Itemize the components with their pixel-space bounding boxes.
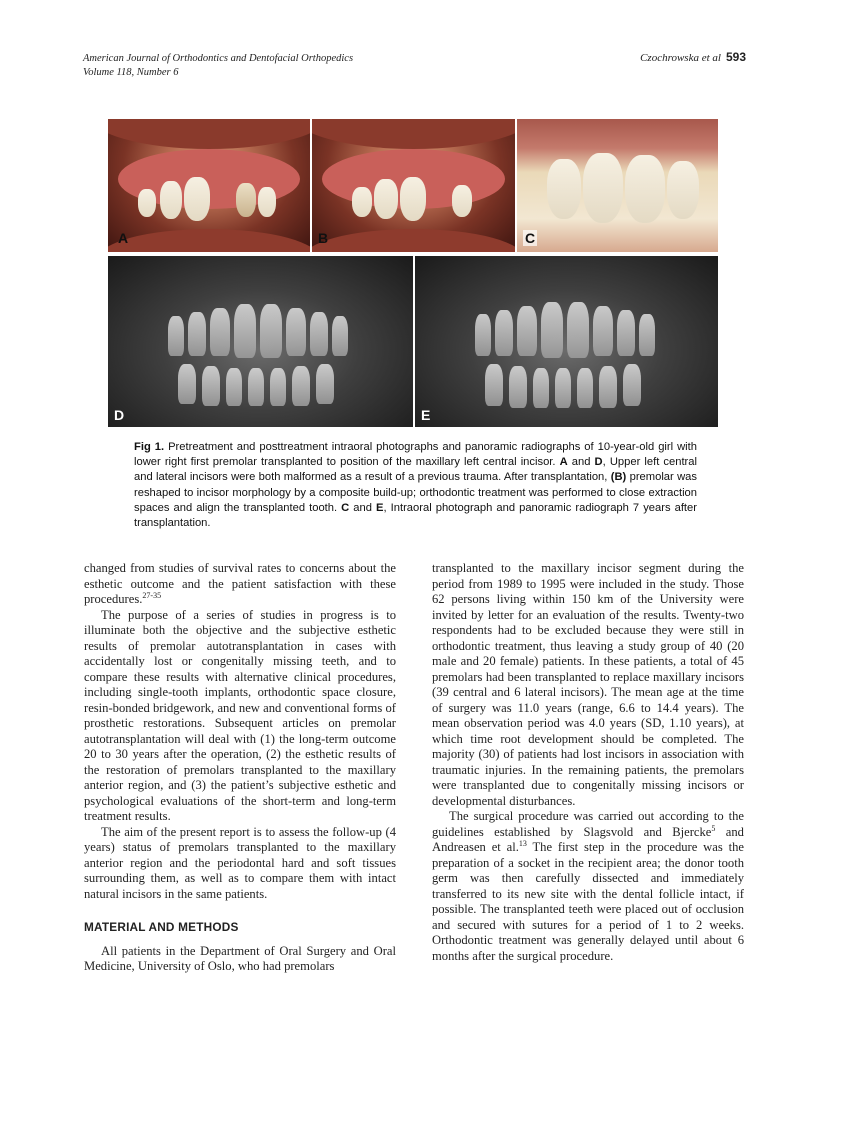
- running-header-right: [640, 50, 746, 65]
- paragraph: All patients in the Department of Oral Surgery and Oral Medicine, University of Oslo, who had premolars: [84, 943, 396, 973]
- photo-b-label: B: [318, 230, 329, 246]
- radiograph-d-label: D: [114, 407, 125, 423]
- figure-caption: Fig 1. Pretreatment and posttreatment intraoral photographs and panoramic radiographs of 10-year-old girl with lower right first premolar transplanted to position of the maxillary left central incisor. A and D, Upper left central and lateral incisors were both malformed as a result of a previous trauma. After transplantation, (B) premolar was reshaped to incisor morphology by a composite build-up; orthodontic treatment was performed to close extraction spaces and align the transplanted tooth. C and E, Intraoral photograph and panoramic radiograph 7 years after transplantation.: [134, 441, 697, 530]
- author-line: Czochrowska et al: [640, 52, 721, 64]
- paragraph: transplanted to the maxillary incisor segment during the period from 1989 to 1995 were included in the study. Those 62 persons living within 150 km of the University were invited by letter for an evaluation of the results. Twenty-two respondents had to be excluded because they were still in orthodontic treatment, thus leaving a study group of 40 (20 male and 20 female) patients. In these patients, a total of 45 premolars had been transplanted to replace maxillary incisors (39 central and 6 lateral incisors). The mean age at the time of surgery was 11.0 years (range, 6.6 to 14.4 years). The mean observation period was 4.0 years (SD, 1.10 years), at which time root development should be completed. The majority (30) of patients had lost incisors in association with traumatic injuries. In the remaining patients, the premolars were transplanted due to congenitally missing incisors or developmental disturbances.: [432, 561, 744, 808]
- photo-a: [108, 119, 310, 252]
- radiograph-e: [415, 256, 718, 427]
- radiograph-d: [108, 256, 413, 427]
- paragraph: changed from studies of survival rates to concerns about the esthetic outcome and the patient satisfaction with these procedures.$^{27-35}$: [84, 561, 396, 606]
- body-column-left: [84, 561, 396, 975]
- section-heading: MATERIAL AND METHODS: [84, 920, 239, 934]
- photo-c-label: C: [525, 230, 536, 246]
- journal-volume: Volume 118, Number 6: [83, 67, 179, 78]
- radiograph-e-label: E: [421, 407, 431, 423]
- paragraph: The purpose of a series of studies in progress is to illuminate both the objective and the subjective esthetic results of premolar autotransplantation in cases with accidentally lost or congenitally missing teeth, and to compare these results with alternative clinical procedures, including single-tooth implants, orthodontic space closure, resin-bonded bridgework, and new and conventional forms of prosthetic restorations. Subsequent articles on premolar autotransplantation will deal with (1) the long-term outcome 20 to 30 years after the operation, (2) the esthetic results of the restoration of premolars transplanted to the maxillary anterior region, and (3) the patient’s subjective esthetic and psychological evaluations of the short-term and long-term treatment results.: [84, 607, 396, 823]
- paragraph: The surgical procedure was carried out according to the guidelines established by Slagsvold and Bjercke$^5$ and Andreasen et al.$^{13}$ The first step in the procedure was the preparation of a socket in the recipient area; the donor tooth germ was then carefully dissected and immediately transferred to its new site with the dental follicle intact, if possible. The transplanted teeth were placed out of occlusion and secured with sutures for a period of 1 to 2 weeks. Orthodontic treatment was generally delayed until about 6 months after the surgical procedure.: [432, 809, 744, 963]
- photo-c: [517, 119, 718, 252]
- running-header-left: [83, 52, 353, 80]
- caption-fig-label: Fig 1.: [134, 441, 165, 453]
- photo-a-label: A: [118, 230, 129, 246]
- photo-b: [312, 119, 515, 252]
- page-number: 593: [725, 50, 746, 64]
- body-column-right: [432, 561, 744, 964]
- journal-title: American Journal of Orthodontics and Dentofacial Orthopedics: [83, 53, 354, 64]
- paragraph: The aim of the present report is to assess the follow-up (4 years) status of premolars transplanted to the maxillary anterior region and the periodontal hard and soft tissues surrounding them, as well as to compare them with intact natural incisors in the same patients.: [84, 824, 396, 901]
